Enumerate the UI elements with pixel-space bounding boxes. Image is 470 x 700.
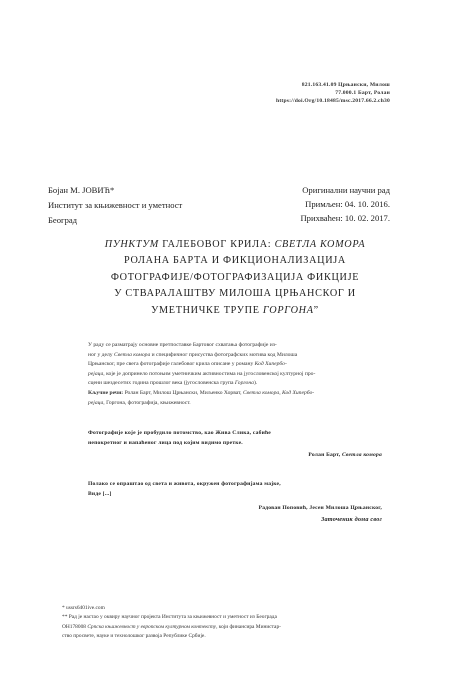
article-type: Оригинални научни рад bbox=[302, 185, 390, 195]
abstract-line-5 bbox=[88, 379, 388, 389]
doi-link[interactable]: https://doi.Org/10.18485/msc.2017.66.2.ch30 bbox=[276, 98, 390, 104]
epigraph-source-author: Ролан Барт, bbox=[308, 452, 342, 458]
keywords-text: Ролан Барт, Милош Црњански, Миљенко Хорват, bbox=[123, 389, 243, 396]
udk-code-1: 821.163.41.09 Црњански, Милош bbox=[301, 82, 390, 88]
udk-header bbox=[130, 81, 390, 105]
author-city: Београд bbox=[48, 215, 78, 225]
abstract bbox=[88, 341, 388, 408]
footnote-italic: Српска књижевност у европском културном контексту bbox=[87, 623, 217, 630]
keywords-italic: рејаца bbox=[88, 399, 104, 406]
abstract-line-3 bbox=[88, 360, 388, 370]
abstract-italic: рејаца bbox=[88, 370, 104, 377]
epigraph-text-2: Виде [...] bbox=[88, 491, 112, 497]
abstract-italic: Код Хипербо- bbox=[254, 361, 287, 368]
keywords-label: Кључне речи: bbox=[88, 389, 124, 396]
abstract-line-2 bbox=[88, 351, 388, 361]
article-title bbox=[40, 237, 430, 319]
article-meta bbox=[190, 183, 390, 225]
title-line-2: РОЛАНА БАРТА И ФИКЦИОНАЛИЗАЦИЈА bbox=[123, 255, 346, 267]
received-date: Примљен: 04. 10. 2016. bbox=[305, 199, 390, 209]
footnotes bbox=[62, 604, 392, 642]
title-text-1: ГАЛЕБОВОГ КРИЛА: bbox=[158, 239, 275, 250]
footnote-project-cont bbox=[62, 623, 392, 632]
footnote-text: , који финансира Министар- bbox=[216, 623, 281, 630]
title-italic-gorgona: ГОРГОНА bbox=[262, 304, 314, 316]
keywords-italic: Код Хипербо- bbox=[282, 389, 315, 396]
footnote-ministry: ство просвете, науке и технолошког развоја Републике Србије. bbox=[62, 633, 206, 640]
title-line-4: У СТВАРАЛАШТВУ МИЛОША ЦРЊАНСКОГ И bbox=[114, 288, 356, 300]
keywords-text: , bbox=[279, 389, 282, 396]
abstract-italic: Горгона bbox=[234, 380, 254, 387]
title-italic-camera: СВЕТЛА КОМОРА bbox=[274, 239, 366, 250]
epigraph-barthes bbox=[88, 428, 388, 460]
footnote-project: ** Рад је настао у оквиру научног пројекта Института за књижевност и уметност из Београда bbox=[62, 614, 277, 621]
epigraph-text-1: Полако се опраштао од света и живота, окружен фотографијама мајке, bbox=[88, 481, 281, 487]
title-text-5: УМЕТНИЧКЕ ТРУПЕ bbox=[151, 304, 263, 316]
epigraph-text-1: Фотографије које је пробудило потомство, као Жива Слика, сабиће bbox=[88, 430, 271, 436]
author-name: Бојан М. ЈОВИЋ* bbox=[48, 185, 115, 195]
epigraph-source-title: Заточеник дома свог bbox=[321, 516, 382, 523]
keywords-line-2 bbox=[88, 399, 388, 409]
epigraph-text-2: непокретног и напаћеног лица под којим видимо претке. bbox=[88, 440, 243, 446]
epigraph-source bbox=[88, 450, 388, 460]
epigraph-source-title: Светла комора bbox=[341, 452, 382, 458]
footnote-email: * ussrs6401ive.com bbox=[62, 605, 105, 611]
accepted-date: Прихваћен: 10. 02. 2017. bbox=[300, 213, 390, 223]
title-line-3: ФОТОГРАФИЈЕ/ФОТОГРАФИЗАЦИЈА ФИКЦИЈЕ bbox=[110, 271, 360, 283]
abstract-text: и специфичног присуства фотографских мотива код Милоша bbox=[150, 351, 298, 358]
title-line-1 bbox=[40, 237, 430, 253]
epigraph-popovic bbox=[88, 479, 388, 526]
keywords-text: , Горгона, фотографија, књижевност. bbox=[103, 399, 191, 406]
title-line-5 bbox=[40, 303, 430, 319]
abstract-text: ног у делу bbox=[88, 351, 114, 358]
abstract-line-1: У раду се разматрају основне претпоставке Бартовог схватања фотографије из- bbox=[88, 342, 277, 348]
keywords-italic: Светла комора bbox=[242, 389, 280, 396]
udk-code-2: 77.000.1 Барт, Ролан bbox=[335, 90, 390, 96]
title-italic-punctum: ПУНКТУМ bbox=[104, 239, 159, 250]
abstract-text: , које је допринело потоњим уметничким активностима на југословенској културној про- bbox=[103, 370, 316, 377]
abstract-text: сцени шездесетих година прошлог века (југословенска група bbox=[88, 380, 235, 387]
abstract-text: Црњанског, пре свега фотографије галебовог крила описане у роману bbox=[88, 361, 255, 368]
keywords-line-1 bbox=[88, 389, 388, 399]
epigraph-source bbox=[88, 503, 388, 526]
author-institute: Институт за књижевност и уметност bbox=[48, 200, 183, 210]
footnote-text: ОН178008 bbox=[62, 623, 88, 630]
abstract-text: ). bbox=[253, 380, 258, 387]
epigraph-source-author: Радован Поповић, Јесен Милоша Црњанског, bbox=[258, 505, 382, 511]
abstract-italic: Светла комора bbox=[114, 351, 151, 358]
abstract-line-4 bbox=[88, 370, 388, 380]
title-quote-end: ” bbox=[313, 304, 319, 316]
